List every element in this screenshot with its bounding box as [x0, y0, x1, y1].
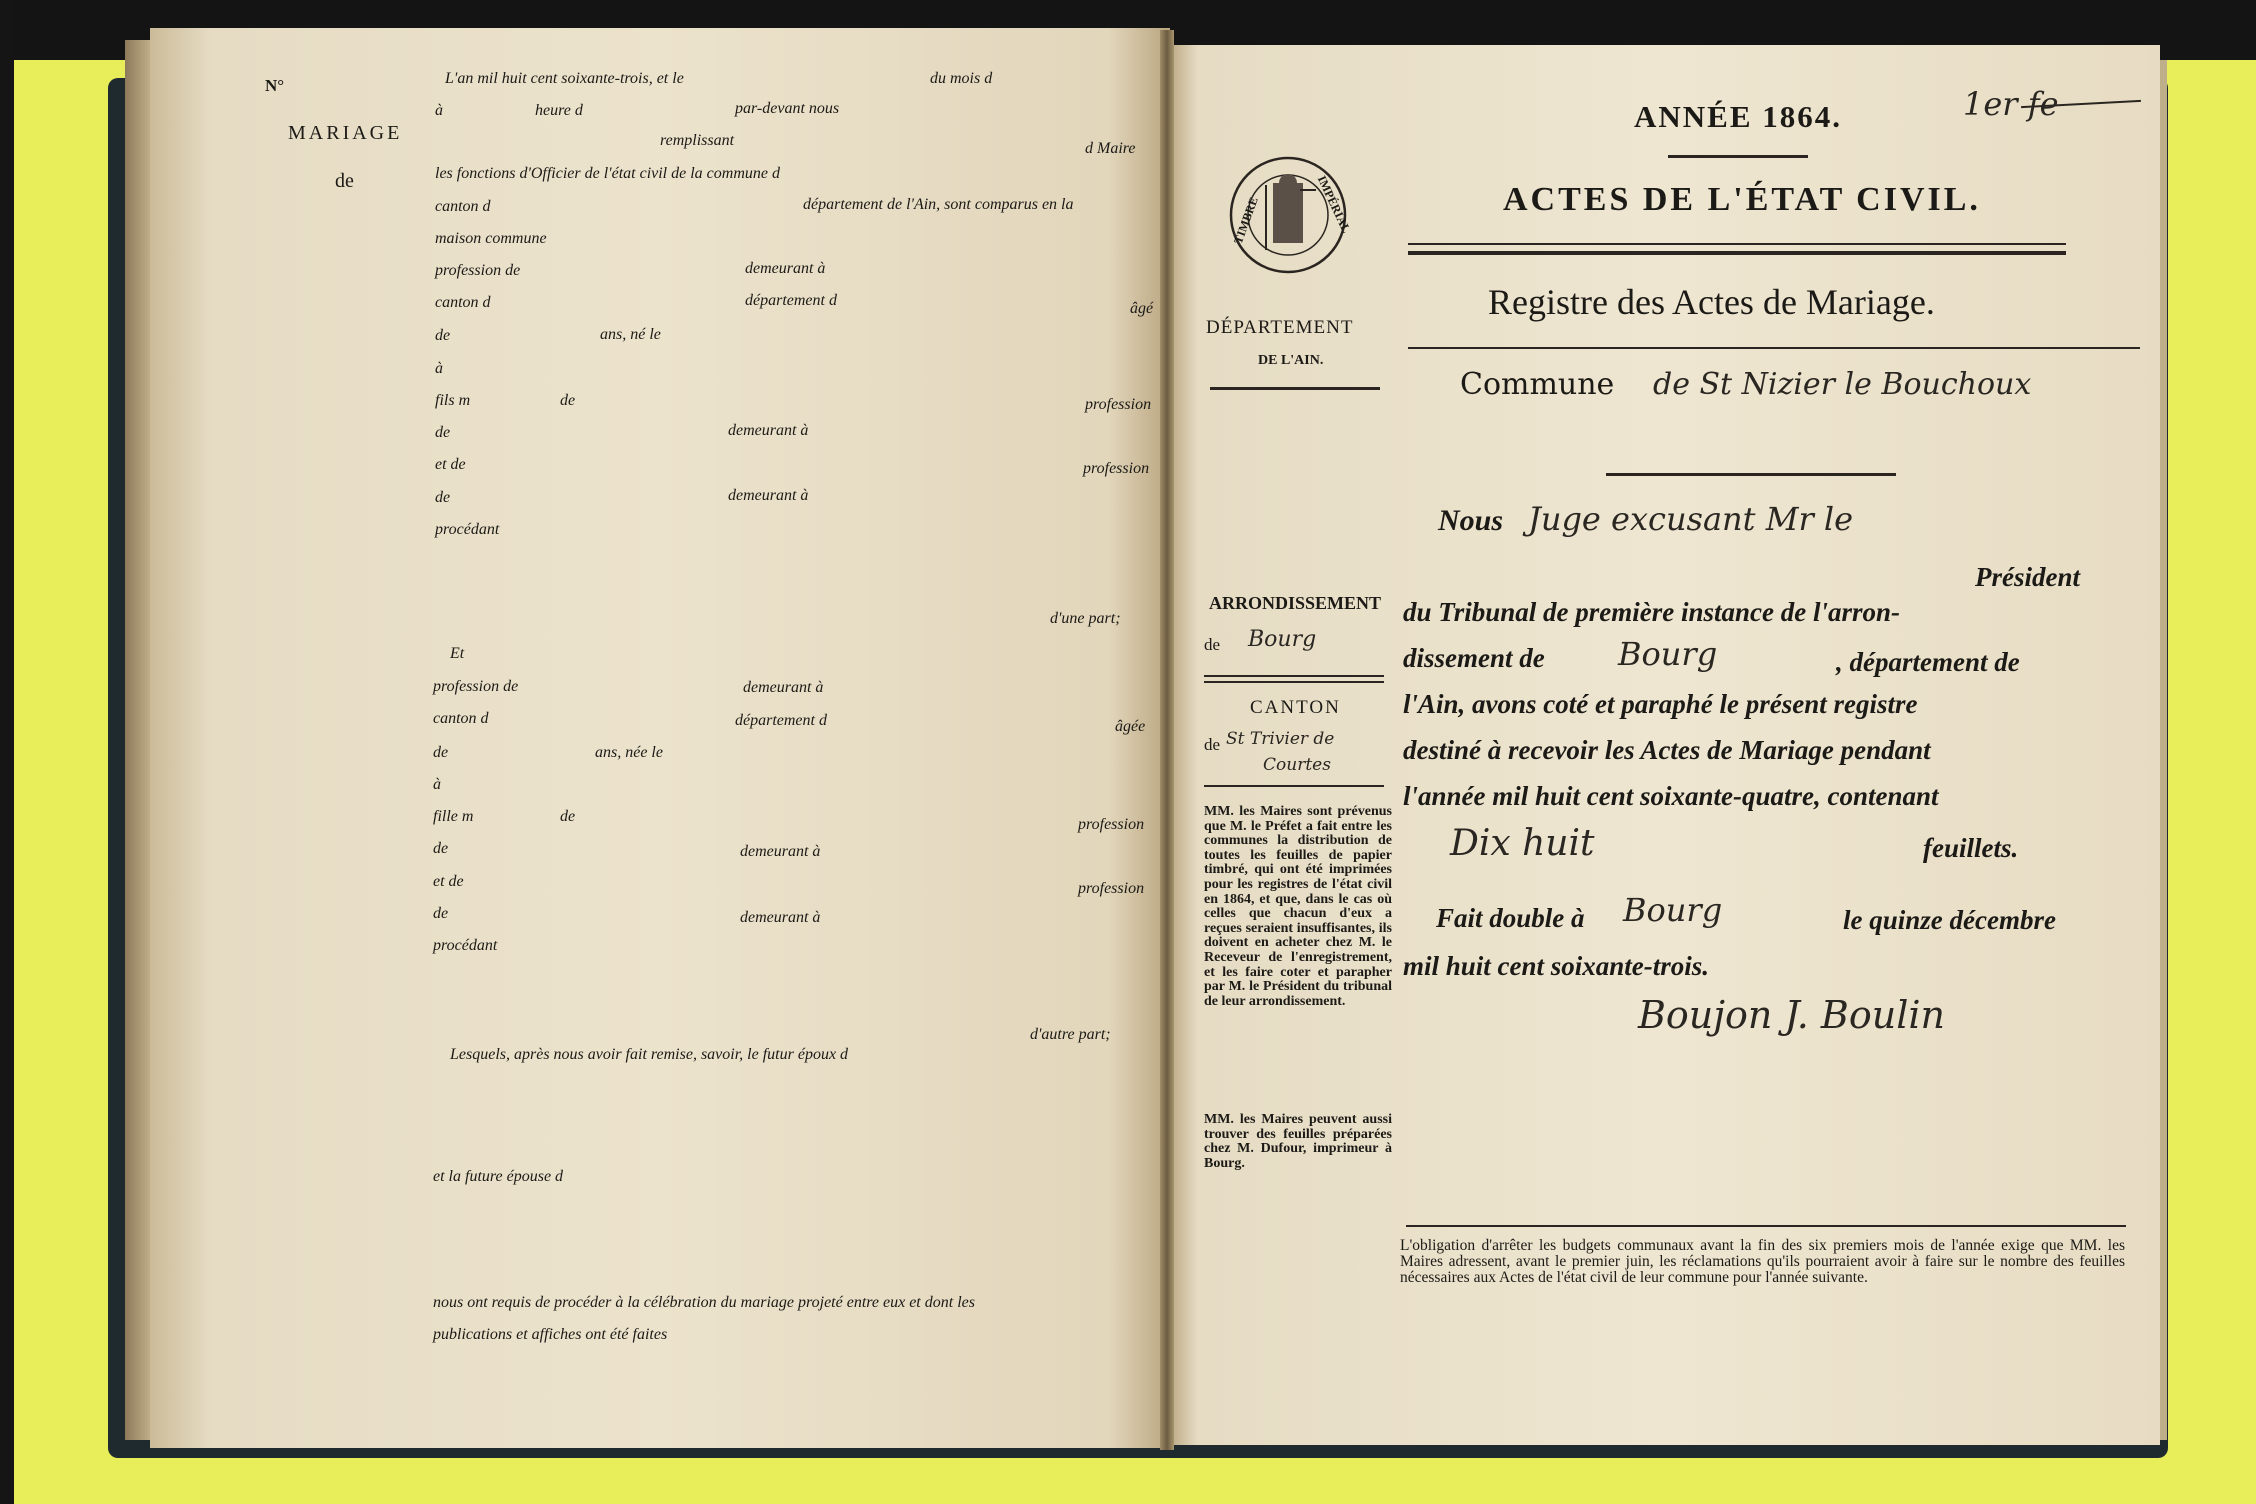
form-line: par-devant nous	[735, 100, 840, 117]
stamp-dept-name: DE L'AIN.	[1258, 353, 1324, 368]
fait-double-label: Fait double à	[1436, 903, 1585, 933]
register-subtitle: Registre des Actes de Mariage.	[1488, 282, 1935, 322]
form-line: profession	[1083, 460, 1150, 477]
commune-rule	[1606, 473, 1896, 476]
footnote-rule	[1406, 1225, 2126, 1227]
form-line: de	[433, 744, 449, 761]
imperial-stamp	[1228, 155, 1354, 275]
form-line: fille m	[433, 808, 474, 825]
form-line: canton d	[435, 198, 491, 215]
form-line: et de	[433, 873, 464, 890]
form-line: à	[435, 102, 443, 119]
canton-de: de	[1204, 735, 1221, 754]
form-line: Et	[450, 645, 465, 662]
commune-value: de St Nizier le Bouchoux	[1653, 367, 2032, 402]
form-line: L'an mil huit cent soixante-trois, et le	[445, 70, 684, 87]
form-line: demeurant à	[728, 487, 809, 504]
mariage-label: MARIAGE	[288, 122, 403, 144]
title-rule-2	[1408, 251, 2066, 255]
form-line: publications et affiches ont été faites	[433, 1326, 668, 1343]
commune-label: Commune	[1460, 367, 1615, 402]
form-line: heure d	[535, 102, 583, 119]
title-rule-1	[1408, 243, 2066, 245]
form-line: les fonctions d'Officier de l'état civil de la commune d	[435, 165, 780, 182]
notice-timbre: MM. les Maires sont prévenus que M. le Préfet a fait entre les communes la distribution de toutes les feuilles de papier timbré, qui ont été imprimées pour les registres de l'état civil en 1864, et que, dans le cas où celles que chacun d'eux a reçues seraient insuffisantes, ils doivent en acheter chez M. le Receveur de l'enregistrement, et les faire coter et parapher par M. le Président du tribunal de leur arrondissement.	[1204, 804, 1392, 1009]
paragraph-line: destiné à recevoir les Actes de Mariage pendant	[1403, 735, 1931, 765]
fait-date: le quinze décembre	[1843, 905, 2056, 935]
form-line: de	[560, 808, 576, 825]
book-spine	[1160, 30, 1174, 1450]
form-line: profession de	[435, 262, 521, 279]
arrondissement-value: Bourg	[1248, 627, 1317, 652]
arrondissement-label: ARRONDISSEMENT	[1209, 593, 1382, 613]
paragraph-line: du Tribunal de première instance de l'arron-	[1403, 597, 1901, 627]
form-line: canton d	[435, 294, 491, 311]
feuillets-handwritten: Dix huit	[1450, 823, 1595, 864]
number-label: N°	[265, 76, 285, 95]
form-line: procédant	[435, 521, 500, 538]
form-line: de	[433, 905, 449, 922]
fait-year: mil huit cent soixante-trois.	[1403, 951, 1710, 981]
form-line: remplissant	[660, 132, 735, 149]
feuillets-label: feuillets.	[1923, 833, 2019, 863]
side-rule-2	[1204, 681, 1384, 683]
ornament-rule	[1668, 155, 1808, 158]
signature: Boujon J. Boulin	[1638, 993, 1945, 1037]
form-line: de	[435, 327, 451, 344]
canton-label: CANTON	[1250, 697, 1341, 718]
form-line: de	[560, 392, 576, 409]
form-line: d Maire	[1085, 140, 1136, 157]
form-line: département d	[735, 712, 827, 729]
stamp-dept-label: DÉPARTEMENT	[1206, 317, 1354, 338]
form-line: Lesquels, après nous avoir fait remise, savoir, le futur époux d	[450, 1046, 849, 1063]
background-left	[0, 0, 14, 1504]
paragraph-line: l'année mil huit cent soixante-quatre, contenant	[1403, 781, 1939, 811]
paragraph-line: l'Ain, avons coté et paraphé le présent registre	[1403, 689, 1918, 719]
fait-place-handwritten: Bourg	[1623, 891, 1723, 929]
footnote: L'obligation d'arrêter les budgets communaux avant la fin des six premiers mois de l'année exige que MM. les Maires adressent, avant le premier juin, les réclamations qu'ils pourraient avoir à faire sur le nombre des feuilles nécessaires aux Actes de l'état civil de leur commune pour l'année suivante.	[1400, 1237, 2125, 1286]
subtitle-rule	[1408, 347, 2140, 349]
side-rule-1	[1204, 675, 1384, 677]
corner-note: 1er fe	[1963, 85, 2059, 123]
stamp-rule	[1210, 387, 1380, 390]
form-line: de	[433, 840, 449, 857]
paragraph-line: , département de	[1836, 647, 2020, 677]
form-line: demeurant à	[745, 260, 826, 277]
form-line: demeurant à	[728, 422, 809, 439]
form-line: de	[435, 424, 451, 441]
form-line: ans, né le	[600, 326, 661, 343]
form-line: et la future épouse d	[433, 1168, 564, 1185]
form-line: profession	[1078, 880, 1145, 897]
form-line: profession	[1078, 816, 1145, 833]
form-line: demeurant à	[740, 843, 821, 860]
canton-value-1: St Trivier de	[1226, 729, 1335, 749]
stamp-right-text: IMPÉRIAL	[1314, 173, 1354, 236]
notice-dufour: MM. les Maires peuvent aussi trouver des feuilles préparées chez M. Dufour, imprimeur à Bourg.	[1204, 1112, 1392, 1171]
form-line: nous ont requis de procéder à la célébration du mariage projeté entre eux et dont les	[433, 1294, 975, 1311]
stamp-left-text: TIMBRE	[1230, 195, 1261, 246]
year-heading: ANNÉE 1864.	[1634, 99, 1843, 134]
form-line: âgé	[1130, 300, 1154, 317]
form-line: demeurant à	[740, 909, 821, 926]
nous-value: Juge excusant Mr le	[1528, 500, 1854, 538]
form-line: maison commune	[435, 230, 547, 247]
form-line: de	[435, 489, 451, 506]
nous-label: Nous	[1438, 504, 1504, 537]
form-line: âgée	[1115, 718, 1146, 735]
form-line: d'une part;	[1050, 610, 1121, 627]
form-line: à	[433, 776, 441, 793]
form-line: et de	[435, 456, 466, 473]
de-label: de	[335, 170, 354, 192]
canton-value-2: Courtes	[1263, 755, 1331, 775]
form-line: département de l'Ain, sont comparus en la	[803, 196, 1074, 213]
arrondissement-handwritten: Bourg	[1618, 635, 1718, 673]
form-line: procédant	[433, 937, 498, 954]
form-line: du mois d	[930, 70, 993, 87]
form-line: canton d	[433, 710, 489, 727]
president-label: Président	[1975, 562, 2080, 592]
form-line: fils m	[435, 392, 471, 409]
form-line: demeurant à	[743, 679, 824, 696]
left-page	[150, 28, 1170, 1448]
form-line: département d	[745, 292, 837, 309]
form-line: d'autre part;	[1030, 1026, 1111, 1043]
right-page	[1168, 45, 2160, 1445]
arrondissement-de: de	[1204, 635, 1221, 654]
paragraph-line: dissement de	[1403, 643, 1545, 673]
page-title: ACTES DE L'ÉTAT CIVIL.	[1503, 181, 1981, 218]
form-line: profession	[1085, 396, 1152, 413]
form-line: à	[435, 360, 443, 377]
form-line: profession de	[433, 678, 519, 695]
form-line: ans, née le	[595, 744, 663, 761]
side-rule-3	[1204, 785, 1384, 787]
